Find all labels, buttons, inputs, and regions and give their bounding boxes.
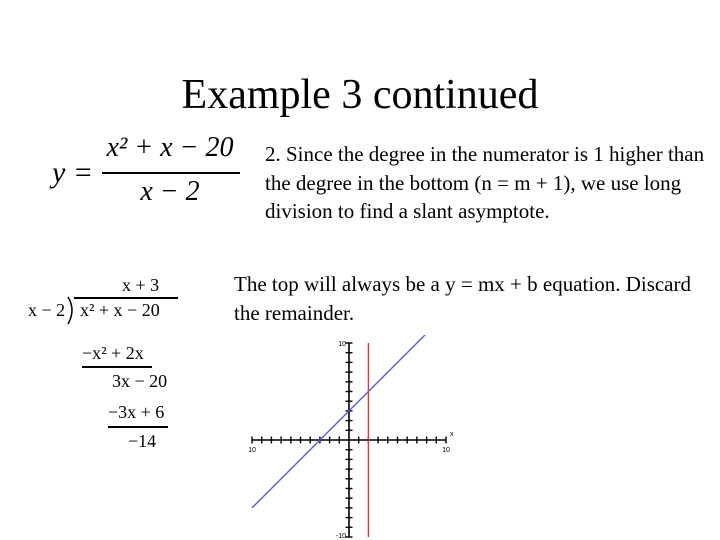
ld-division-bar bbox=[74, 297, 178, 299]
ld-divisor: x − 2 bbox=[28, 300, 66, 320]
explanation-slant: The top will always be a y = mx + b equation. Discard the remainder. bbox=[234, 272, 691, 325]
y-tick-label-min: -10 bbox=[335, 533, 346, 540]
ld-remainder-step: 3x − 20 bbox=[112, 371, 168, 391]
ld-rule2 bbox=[108, 426, 168, 428]
x-tick-label-max: 10 bbox=[442, 447, 450, 454]
equation-lhs: y = bbox=[52, 156, 94, 189]
ld-bracket bbox=[66, 296, 78, 326]
equation-denominator: x − 2 bbox=[140, 176, 200, 207]
ld-rule1 bbox=[82, 366, 152, 368]
equation-numerator: x² + x − 20 bbox=[106, 132, 234, 163]
long-division bbox=[28, 270, 228, 460]
ld-quotient: x + 3 bbox=[122, 275, 160, 295]
rational-function-equation bbox=[52, 132, 242, 212]
fraction-bar bbox=[102, 172, 240, 174]
ld-subtract1: −x² + 2x bbox=[82, 343, 144, 363]
x-axis-letter: x bbox=[450, 431, 454, 438]
y-tick-label-max: 10 bbox=[338, 341, 346, 348]
slide-title: Example 3 continued bbox=[181, 72, 539, 118]
ld-remainder: −14 bbox=[128, 431, 157, 451]
x-tick-label-min: 10 bbox=[248, 447, 256, 454]
explanation-degree: 2. Since the degree in the numerator is 1 higher than the degree in the bottom (n = m + 1), we use long division to find a slant asymptote. bbox=[265, 142, 705, 223]
ld-subtract2: −3x + 6 bbox=[108, 402, 165, 422]
ld-dividend: x² + x − 20 bbox=[80, 300, 160, 320]
asymptote-graph bbox=[240, 335, 460, 540]
